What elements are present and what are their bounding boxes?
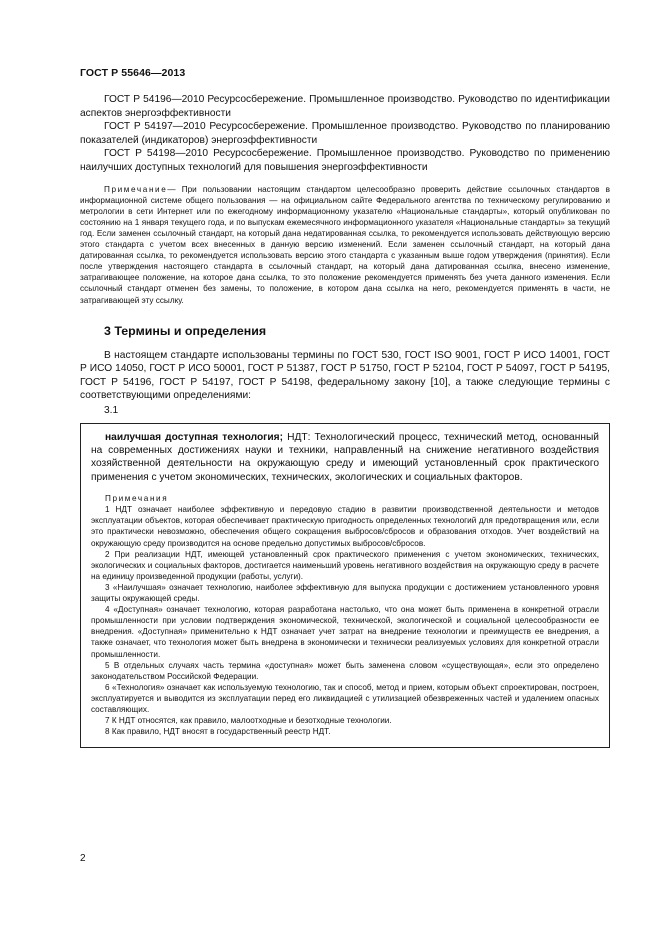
term-note-5: 5 В отдельных случаях часть термина «доступная» может быть заменена словом «существующая», если это определено законодательством Российской Федерации. (91, 660, 599, 681)
reference-gost-54197: ГОСТ Р 54197—2010 Ресурсосбережение. Промышленное производство. Руководство по планированию показателей (индикаторов) энергоэффективности (80, 121, 610, 146)
term-name: наилучшая доступная технология; (105, 431, 284, 443)
reference-gost-54198: ГОСТ Р 54198—2010 Ресурсосбережение. Промышленное производство. Руководство по применению наилучших доступных технологий для повышения энергоэффективности (80, 148, 610, 173)
section-title: 3 Термины и определения (104, 323, 267, 338)
term-definition-box (80, 423, 610, 749)
reference-gost-54196: ГОСТ Р 54196—2010 Ресурсосбережение. Промышленное производство. Руководство по идентификации аспектов энергоэффективности (80, 94, 610, 119)
term-definition-text: НДТ: Технологический процесс, технический метод, основанный на современных достижениях науки и техники, направленный на снижение негативного воздействия хозяйственной деятельности на окружающую среду и имеющий установленный срок практического применения с учетом экономических, технических, экологических и социальных факторов. (91, 431, 599, 483)
term-notes-heading: Примечания (105, 494, 169, 504)
section-intro: В настоящем стандарте использованы термины по ГОСТ 530, ГОСТ ISO 9001, ГОСТ Р ИСО 14001, ГОСТ Р ИСО 14050, ГОСТ Р ИСО 50001, ГОСТ Р 51387, ГОСТ Р 51750, ГОСТ Р 52104, ГОСТ Р 54097, ГОСТ Р 54195, ГОСТ Р 54196, ГОСТ Р 54197, ГОСТ Р 54198, федеральному закону [10], а также следующие термины с соответствующими определениями: (80, 349, 610, 402)
term-note-3: 3 «Наилучшая» означает технологию, наиболее эффективную для выпуска продукции с достижением установленного уровня защиты окружающей среды. (91, 582, 599, 604)
term-note-2: 2 При реализации НДТ, имеющей установленный срок практического применения с учетом экономических, технических, экологических и социальных факторов, достигается наименьший уровень негативного воздействия на окружающую среду в расчете на единицу произведенной продукции (работы, услуги). (91, 549, 599, 581)
clause-number: 3.1 (104, 404, 119, 416)
general-note (80, 184, 610, 306)
general-note-label: Примечание (104, 184, 168, 194)
term-note-1: 1 НДТ означает наиболее эффективную и передовую стадию в развитии производственной деятельности и методов эксплуатации объектов, которая обеспечивает практическую пригодность определенных технологий для предотвращения или, если это практически невозможно, обеспечения общего сокращения выбросов/сбросов и образования отходов. Учет воздействий на окружающую среду производится на основе предельно допустимых выбросов/сбросов. (91, 505, 599, 548)
term-note-6: 6 «Технология» означает как используемую технологию, так и способ, метод и прием, которым объект спроектирован, построен, эксплуатируется и выводится из эксплуатации перед его ликвидацией с утилизацией обезвреженных частей и удалением опасных составляющих. (91, 682, 599, 714)
term-note-8: 8 Как правило, НДТ вносят в государственный реестр НДТ. (105, 727, 331, 737)
term-note-4: 4 «Доступная» означает технологию, которая разработана настолько, что она может быть применена в конкретной отрасли промышленности при условии подтверждения экономической, технической, экологической и социальной целесообразности ее внедрения. «Доступная» применительно к НДТ означает учет затрат на внедрение технологии и преимуществ ее внедрения, а также означает, что технология может быть внедрена в экономически и технически реализуемых условиях для конкретной отрасли промышленности. (91, 605, 599, 659)
page-number: 2 (80, 853, 86, 864)
general-note-text: — При пользовании настоящим стандартом целесообразно проверить действие ссылочных стандартов в информационной системе общего пользования — на официальном сайте Федерального агентства по техническому регулированию и метрологии в сети Интернет или по ежегодному информационному указателю «Национальные стандарты», который опубликован по состоянию на 1 января текущего года, и по выпускам ежемесячного информационного указателя «Национальные стандарты» за текущий год. Если заменен ссылочный стандарт, на который дана недатированная ссылка, то рекомендуется использовать действующую версию этого стандарта с учетом всех внесенных в данную версию изменений. Если заменен ссылочный стандарт, на который дана датированная ссылка, то рекомендуется использовать версию этого стандарта с указанным выше годом утверждения (принятия). Если после утверждения настоящего стандарта в ссылочный стандарт, на который дана датированная ссылка, внесено изменение, затрагивающее положение, на которое дана ссылка, то это положение рекомендуется применять без учета данного изменения. Если ссылочный стандарт отменен без замены, то положение, в котором дана ссылка на него, рекомендуется применять в части, не затрагивающей эту ссылку. (80, 184, 610, 305)
term-note-7: 7 К НДТ относятся, как правило, малоотходные и безотходные технологии. (105, 716, 392, 726)
document-header: ГОСТ Р 55646—2013 (80, 67, 186, 79)
term-definition (91, 431, 599, 485)
page-content (80, 93, 610, 748)
